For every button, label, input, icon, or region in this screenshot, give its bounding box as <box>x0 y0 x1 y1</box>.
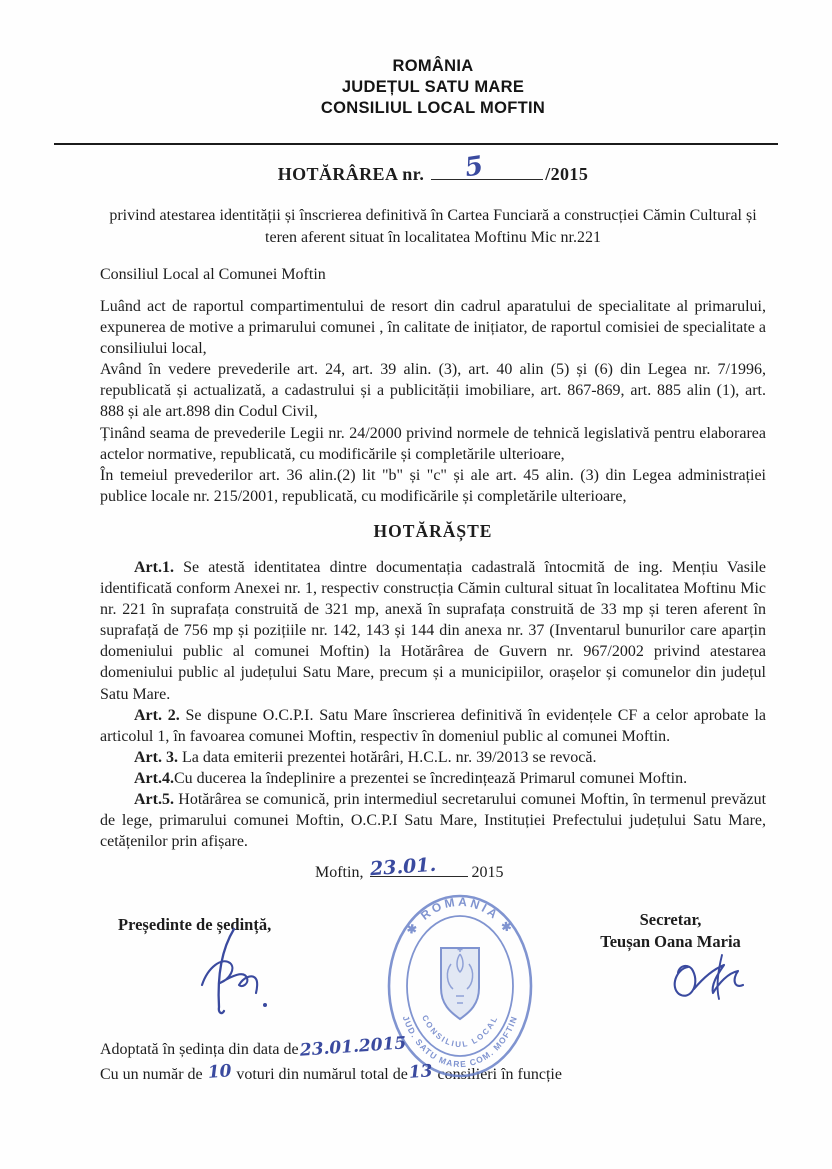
votes-suffix: consilieri în funcție <box>437 1066 562 1084</box>
header-council: CONSILIUL LOCAL MOFTIN <box>320 99 546 117</box>
preamble <box>100 296 766 507</box>
stamp-shield <box>441 948 479 1019</box>
votes-middle: voturi din numărul total de <box>236 1066 408 1084</box>
document-header <box>100 56 766 119</box>
secretary-signature-cross <box>718 955 722 999</box>
article-1-text: Se atestă identitatea dintre documentația cadastrală întocmită de ing. Mențiu Vasile identificată conform Anexei nr. 1, respectiv construcția Cămin cultural situat în localitatea Moftinu Mic nr. 221 în suprafața construită de 321 mp, anexă în suprafața construită de 33 mp și teren aferent în suprafață de 756 mp și pozițiile nr. 142, 143 și 144 din anexa nr. 37 (Inventarul bunurilor care aparțin domeniului public al comunei Moftin) la Hotărârea de Guvern nr. 967/2002 privind atestarea domeniului public al județului Satu Mare, precum și a municipiilor, orașelor și comunelor din județul Satu Mare. <box>100 558 766 703</box>
decision-title <box>100 150 766 187</box>
article-5-text: Hotărârea se comunică, prin intermediul secretarului comunei Moftin, în termenul prevăzut de lege, primarului comunei Moftin, O.C.P.I Satu Mare, Instituției Prefectului județului Satu Mare, cetățenilor prin afișare. <box>100 790 767 851</box>
article-3-label: Art. 3. <box>134 748 178 766</box>
secretary-title: Secretar, <box>639 910 702 930</box>
handwritten-decision-number: 5 <box>463 150 486 184</box>
handwritten-votes-count: 10 <box>206 1061 232 1084</box>
title-prefix: HOTĂRÂREA nr. <box>277 164 425 184</box>
handwritten-total-count: 13 <box>408 1061 434 1084</box>
secretary-name: Teușan Oana Maria <box>600 932 741 952</box>
article-1 <box>100 557 766 705</box>
dateline-place: Moftin, <box>315 864 364 882</box>
article-4 <box>100 768 766 789</box>
secretary-signature-stroke <box>675 965 743 996</box>
article-2-label: Art. 2. <box>134 706 180 724</box>
article-1-label: Art.1. <box>134 558 174 576</box>
preamble-paragraph: În temeiul prevederilor art. 36 alin.(2) lit "b" și "c" și ale art. 45 alin. (3) din Legea administrației publice locale nr. 215/2001, republicată, cu modificările și completările ulterioare, <box>100 466 766 505</box>
header-divider <box>54 143 778 145</box>
salutation: Consiliul Local al Comunei Moftin <box>100 266 326 283</box>
adoption-prefix: Adoptată în ședința din data de <box>100 1041 299 1059</box>
article-3 <box>100 747 766 768</box>
stamp-council-text: CONSILIUL LOCAL <box>420 1013 500 1050</box>
preamble-paragraph: Ținând seama de prevederile Legii nr. 24/2000 privind normele de tehnică legislativă pentru elaborarea actelor normative, republicată, cu modificările și completările ulterioare, <box>100 424 766 463</box>
stamp-country-text: ✱ ROMÂNIA ✱ <box>403 894 517 938</box>
preamble-paragraph: Luând act de raportul compartimentului de resort din cadrul aparatului de specialitate al primarului, expunerea de motive a primarului comunei , în calitate de inițiator, de raportul comisiei de specialitate a consiliului local, <box>100 298 766 358</box>
preamble-paragraph: Având în vedere prevederile art. 24, art. 39 alin. (3), art. 40 alin (5) și (6) din Legea nr. 7/1996, republicată și actualizată, a cadastrului și a publicității imobiliare, art. 867-869, art. 885 alin (1), art. 888 și ale art.898 din Codul Civil, <box>100 361 766 421</box>
title-year: /2015 <box>545 164 589 184</box>
dateline <box>100 853 766 885</box>
handwritten-dateline-date: 23.01. <box>369 853 438 881</box>
president-signature-dot <box>263 1003 267 1007</box>
header-county: JUDEȚUL SATU MARE <box>341 78 525 96</box>
dateline-blank <box>369 853 468 881</box>
article-5 <box>100 789 766 852</box>
article-5-label: Art.5. <box>134 790 174 808</box>
handwritten-adoption-date: 23.01.2015 <box>298 1033 407 1061</box>
article-2 <box>100 705 766 747</box>
secretary-signature <box>666 947 752 1009</box>
decision-heading: HOTĂRĂȘTE <box>373 520 493 541</box>
articles <box>100 557 766 852</box>
stamp-county-text: JUD. SATU MARE COM. MOFTIN <box>400 1014 520 1070</box>
article-3-text: La data emiterii prezentei hotărâri, H.C.L. nr. 39/2013 se revocă. <box>181 748 597 766</box>
president-signature-flourish <box>202 962 257 994</box>
article-4-text: Cu ducerea la îndeplinire a prezentei se încredințează Primarul comunei Moftin. <box>173 769 688 787</box>
decision-number-blank <box>431 150 543 184</box>
article-4-label: Art.4. <box>134 769 174 787</box>
votes-prefix: Cu un număr de <box>100 1066 203 1084</box>
dateline-year: 2015 <box>471 864 504 882</box>
decision-subject: privind atestarea identității și înscrierea definitivă în Cartea Funciară a construcției Cămin Cultural și teren aferent situat în localitatea Moftinu Mic nr.221 <box>109 207 757 246</box>
header-country: ROMÂNIA <box>392 57 474 75</box>
president-signature <box>192 923 284 1015</box>
president-title: Președinte de ședință, <box>118 915 272 935</box>
article-2-text: Se dispune O.C.P.I. Satu Mare înscrierea definitivă în evidențele CF a celor aprobate la articolul 1, în favoarea comunei Moftin, respectiv în domeniul public al comunei Moftin. <box>100 706 767 745</box>
